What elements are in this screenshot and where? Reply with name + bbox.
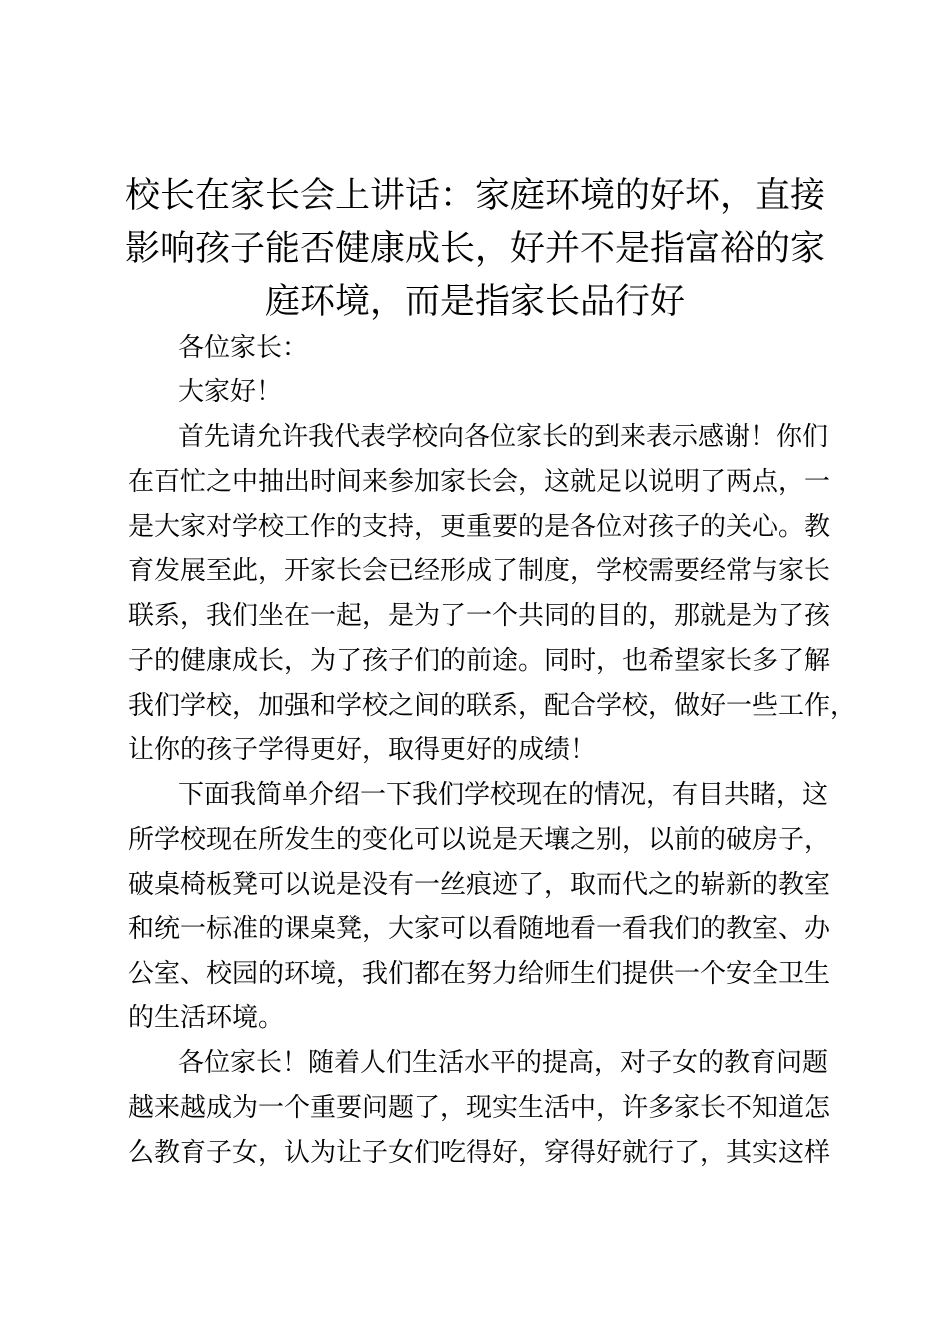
paragraph-1-line-3: 是大家对学校工作的支持，更重要的是各位对孩子的关心。教 xyxy=(128,512,831,542)
paragraph-1-line-5: 联系，我们坐在一起，是为了一个共同的目的，那就是为了孩 xyxy=(128,601,831,631)
salutation: 各位家长： xyxy=(178,333,309,363)
paragraph-2-line-3: 破桌椅板凳可以说是没有一丝痕迹了，取而代之的崭新的教室 xyxy=(128,870,831,900)
paragraph-1-line-8: 让你的孩子学得更好，取得更好的成绩！ xyxy=(128,735,597,765)
paragraph-1-line-7: 我们学校，加强和学校之间的联系，配合学校，做好一些工作， xyxy=(128,691,857,721)
paragraph-2-line-1: 下面我简单介绍一下我们学校现在的情况，有目共睹，这 xyxy=(178,780,829,810)
paragraph-3-line-3: 么教育子女，认为让子女们吃得好，穿得好就行了，其实这样 xyxy=(128,1138,831,1168)
paragraph-1-line-2: 在百忙之中抽出时间来参加家长会，这就足以说明了两点，一 xyxy=(128,467,831,497)
greeting: 大家好！ xyxy=(178,377,283,407)
paragraph-3-line-2: 越来越成为一个重要问题了，现实生活中，许多家长不知道怎 xyxy=(128,1093,831,1123)
title-line-1: 校长在家长会上讲话：家庭环境的好坏，直接 xyxy=(124,176,825,216)
paragraph-1-line-4: 育发展至此，开家长会已经形成了制度，学校需要经常与家长 xyxy=(128,556,831,586)
title-line-3: 庭环境，而是指家长品行好 xyxy=(264,282,685,322)
paragraph-2-line-4: 和统一标准的课桌凳，大家可以看随地看一看我们的教室、办 xyxy=(128,914,831,944)
paragraph-3-line-1: 各位家长！随着人们生活水平的提高，对子女的教育问题 xyxy=(178,1048,829,1078)
paragraph-1-line-1: 首先请允许我代表学校向各位家长的到来表示感谢！你们 xyxy=(178,422,829,452)
paragraph-2-line-6: 的生活环境。 xyxy=(128,1003,285,1033)
paragraph-2-line-2: 所学校现在所发生的变化可以说是天壤之别，以前的破房子， xyxy=(128,825,831,855)
document-title xyxy=(110,170,840,329)
paragraph-1-line-6: 子的健康成长，为了孩子们的前途。同时，也希望家长多了解 xyxy=(128,646,831,676)
title-line-2: 影响孩子能否健康成长，好并不是指富裕的家 xyxy=(124,229,825,269)
paragraph-2-line-5: 公室、校园的环境，我们都在努力给师生们提供一个安全卫生 xyxy=(128,959,831,989)
